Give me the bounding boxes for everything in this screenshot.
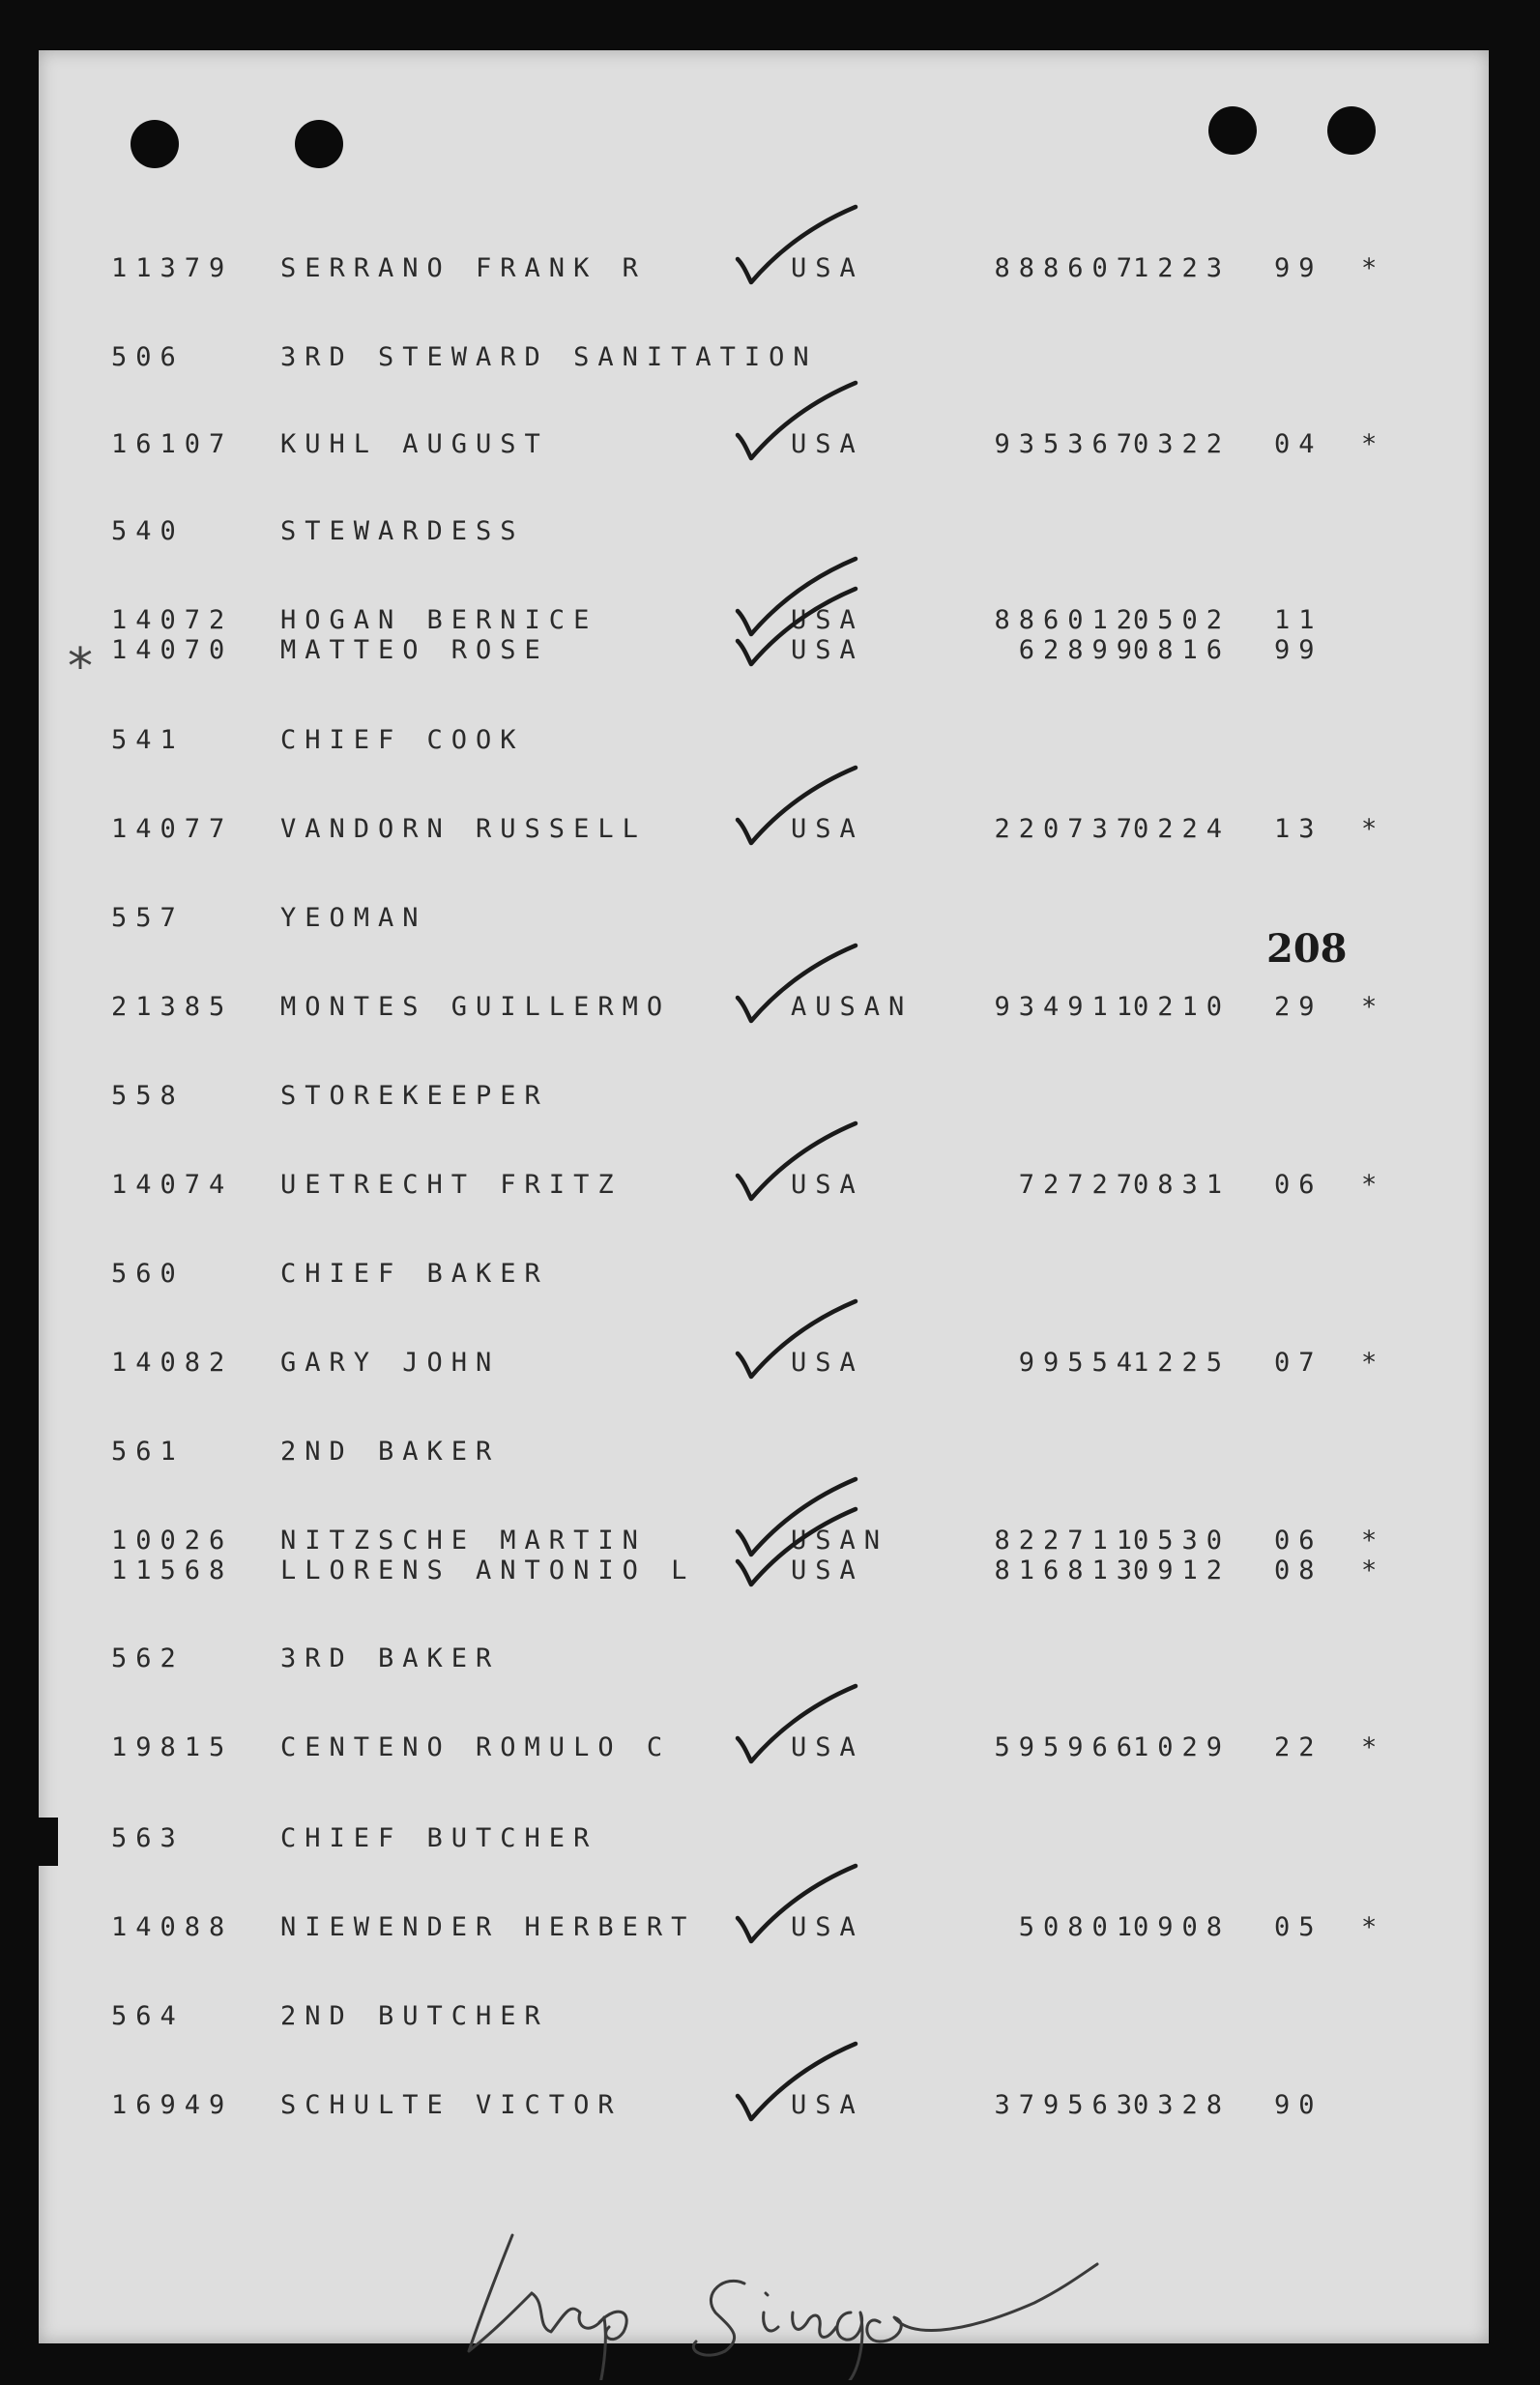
crew-date: 0530: [1133, 1526, 1232, 1556]
crew-entry: [39, 814, 1489, 847]
crew-document-number: 99554: [1018, 1348, 1141, 1378]
checkmark-icon: [730, 1120, 875, 1207]
crew-age: 13: [1274, 814, 1323, 844]
crew-date: 0328: [1133, 2090, 1232, 2120]
crew-date: 0224: [1133, 814, 1232, 844]
position-code: 557: [111, 903, 185, 933]
position-title: STOREKEEPER: [280, 1081, 549, 1111]
crew-name: NIEWENDER HERBERT: [280, 1912, 696, 1942]
crew-age: 06: [1274, 1526, 1323, 1556]
position-code: 563: [111, 1823, 185, 1853]
crew-id: 21385: [111, 992, 234, 1022]
crew-citizenship: USA: [791, 1348, 864, 1378]
crew-entry: [39, 429, 1489, 462]
position-code: 541: [111, 725, 185, 755]
crew-age: 99: [1274, 253, 1323, 283]
crew-name: VANDORN RUSSELL: [280, 814, 647, 844]
position-title: 3RD STEWARD SANITATION: [280, 342, 818, 372]
checkmark-icon: [730, 1505, 875, 1592]
crew-age: 22: [1274, 1732, 1323, 1762]
crew-name: SCHULTE VICTOR: [280, 2090, 623, 2120]
crew-citizenship: USAN: [791, 1526, 889, 1556]
crew-entry: [39, 2090, 1489, 2123]
crew-date: 0502: [1133, 605, 1232, 635]
crew-age: 05: [1274, 1912, 1323, 1942]
crew-citizenship: USA: [791, 1912, 864, 1942]
crew-id: 19815: [111, 1732, 234, 1762]
crew-mark: *: [1361, 1556, 1386, 1585]
position-header: [39, 1823, 1489, 1856]
crew-name: CENTENO ROMULO C: [280, 1732, 672, 1762]
punch-hole: [1208, 106, 1257, 155]
crew-date: 0210: [1133, 992, 1232, 1022]
crew-document-number: 886012: [994, 605, 1141, 635]
crew-citizenship: USA: [791, 1732, 864, 1762]
checkmark-icon: [730, 1682, 875, 1769]
crew-mark: *: [1361, 1526, 1386, 1556]
crew-name: HOGAN BERNICE: [280, 605, 598, 635]
crew-document-number: 822711: [994, 1526, 1141, 1556]
crew-entry: [39, 1170, 1489, 1203]
crew-citizenship: USA: [791, 429, 864, 459]
crew-mark: *: [1361, 429, 1386, 459]
crew-id: 14074: [111, 1170, 234, 1200]
crew-citizenship: USA: [791, 2090, 864, 2120]
scan-edge: [39, 1818, 58, 1866]
crew-age: 99: [1274, 635, 1323, 665]
crew-document-number: 595966: [994, 1732, 1141, 1762]
punch-hole: [295, 120, 343, 168]
crew-citizenship: USA: [791, 253, 864, 283]
crew-date: 0322: [1133, 429, 1232, 459]
position-title: CHIEF COOK: [280, 725, 525, 755]
crew-document-number: 50801: [1018, 1912, 1141, 1942]
crew-name: MONTES GUILLERMO: [280, 992, 672, 1022]
margin-annotation: *: [68, 638, 93, 696]
crew-document-number: 888607: [994, 253, 1141, 283]
position-header: [39, 725, 1489, 758]
crew-citizenship: USA: [791, 1170, 864, 1200]
crew-mark: *: [1361, 814, 1386, 844]
crew-mark: *: [1361, 1348, 1386, 1378]
crew-id: 14082: [111, 1348, 234, 1378]
crew-id: 16107: [111, 429, 234, 459]
crew-citizenship: AUSAN: [791, 992, 914, 1022]
crew-name: GARY JOHN: [280, 1348, 501, 1378]
position-code: 558: [111, 1081, 185, 1111]
crew-date: 0908: [1133, 1912, 1232, 1942]
position-title: 2ND BAKER: [280, 1437, 501, 1467]
crew-name: MATTEO ROSE: [280, 635, 549, 665]
crew-name: SERRANO FRANK R: [280, 253, 647, 283]
position-title: CHIEF BAKER: [280, 1259, 549, 1289]
checkmark-icon: [730, 1862, 875, 1949]
crew-entry: [39, 253, 1489, 286]
position-title: 3RD BAKER: [280, 1643, 501, 1673]
position-code: 560: [111, 1259, 185, 1289]
crew-entry: [39, 1556, 1489, 1588]
position-header: [39, 1259, 1489, 1292]
position-title: STEWARDESS: [280, 516, 525, 546]
crew-citizenship: USA: [791, 814, 864, 844]
crew-id: 14077: [111, 814, 234, 844]
crew-mark: *: [1361, 992, 1386, 1022]
checkmark-icon: [730, 2040, 875, 2127]
crew-age: 04: [1274, 429, 1323, 459]
crew-name: UETRECHT FRITZ: [280, 1170, 623, 1200]
crew-age: 07: [1274, 1348, 1323, 1378]
position-header: [39, 1437, 1489, 1469]
crew-mark: *: [1361, 1170, 1386, 1200]
crew-date: 1223: [1133, 253, 1232, 283]
crew-id: 10026: [111, 1526, 234, 1556]
position-code: 561: [111, 1437, 185, 1467]
crew-age: 08: [1274, 1556, 1323, 1585]
position-header: [39, 1081, 1489, 1114]
position-code: 562: [111, 1643, 185, 1673]
punch-hole: [1327, 106, 1376, 155]
position-title: 2ND BUTCHER: [280, 2001, 549, 2031]
crew-mark: *: [1361, 1732, 1386, 1762]
crew-id: 11379: [111, 253, 234, 283]
position-header: [39, 342, 1489, 375]
position-header: [39, 1643, 1489, 1676]
crew-age: 90: [1274, 2090, 1323, 2120]
crew-citizenship: USA: [791, 1556, 864, 1585]
crew-id: 11568: [111, 1556, 234, 1585]
crew-citizenship: USA: [791, 635, 864, 665]
position-code: 540: [111, 516, 185, 546]
crew-name: KUHL AUGUST: [280, 429, 549, 459]
handwritten-signature: [454, 2167, 1131, 2380]
crew-id: 14088: [111, 1912, 234, 1942]
checkmark-icon: [730, 379, 875, 466]
crew-entry: [39, 1348, 1489, 1381]
checkmark-icon: [730, 764, 875, 851]
crew-date: 1029: [1133, 1732, 1232, 1762]
crew-date: 0816: [1133, 635, 1232, 665]
document-page: [39, 50, 1489, 2343]
position-title: CHIEF BUTCHER: [280, 1823, 598, 1853]
punch-hole: [131, 120, 179, 168]
checkmark-icon: [730, 1297, 875, 1384]
crew-name: LLORENS ANTONIO L: [280, 1556, 696, 1585]
crew-date: 0831: [1133, 1170, 1232, 1200]
position-header: [39, 2001, 1489, 2034]
crew-id: 14070: [111, 635, 234, 665]
checkmark-icon: [730, 942, 875, 1029]
crew-age: 11: [1274, 605, 1323, 635]
crew-mark: *: [1361, 1912, 1386, 1942]
checkmark-icon: [730, 203, 875, 290]
crew-entry: [39, 635, 1489, 668]
crew-document-number: 62899: [1018, 635, 1141, 665]
crew-id: 16949: [111, 2090, 234, 2120]
crew-age: 29: [1274, 992, 1323, 1022]
crew-name: NITZSCHE MARTIN: [280, 1526, 647, 1556]
position-code: 564: [111, 2001, 185, 2031]
crew-document-number: 379563: [994, 2090, 1141, 2120]
crew-document-number: 934911: [994, 992, 1141, 1022]
crew-id: 14072: [111, 605, 234, 635]
crew-document-number: 72727: [1018, 1170, 1141, 1200]
crew-document-number: 220737: [994, 814, 1141, 844]
crew-date: 0912: [1133, 1556, 1232, 1585]
position-code: 506: [111, 342, 185, 372]
crew-entry: [39, 1732, 1489, 1765]
crew-mark: *: [1361, 253, 1386, 283]
checkmark-icon: [730, 585, 875, 672]
crew-entry: [39, 992, 1489, 1025]
crew-document-number: 816813: [994, 1556, 1141, 1585]
crew-age: 06: [1274, 1170, 1323, 1200]
crew-date: 1225: [1133, 1348, 1232, 1378]
page-number-stamp: 208: [1266, 926, 1348, 972]
position-title: YEOMAN: [280, 903, 427, 933]
crew-document-number: 935367: [994, 429, 1141, 459]
crew-citizenship: USA: [791, 605, 864, 635]
crew-entry: [39, 1912, 1489, 1945]
position-header: [39, 516, 1489, 549]
